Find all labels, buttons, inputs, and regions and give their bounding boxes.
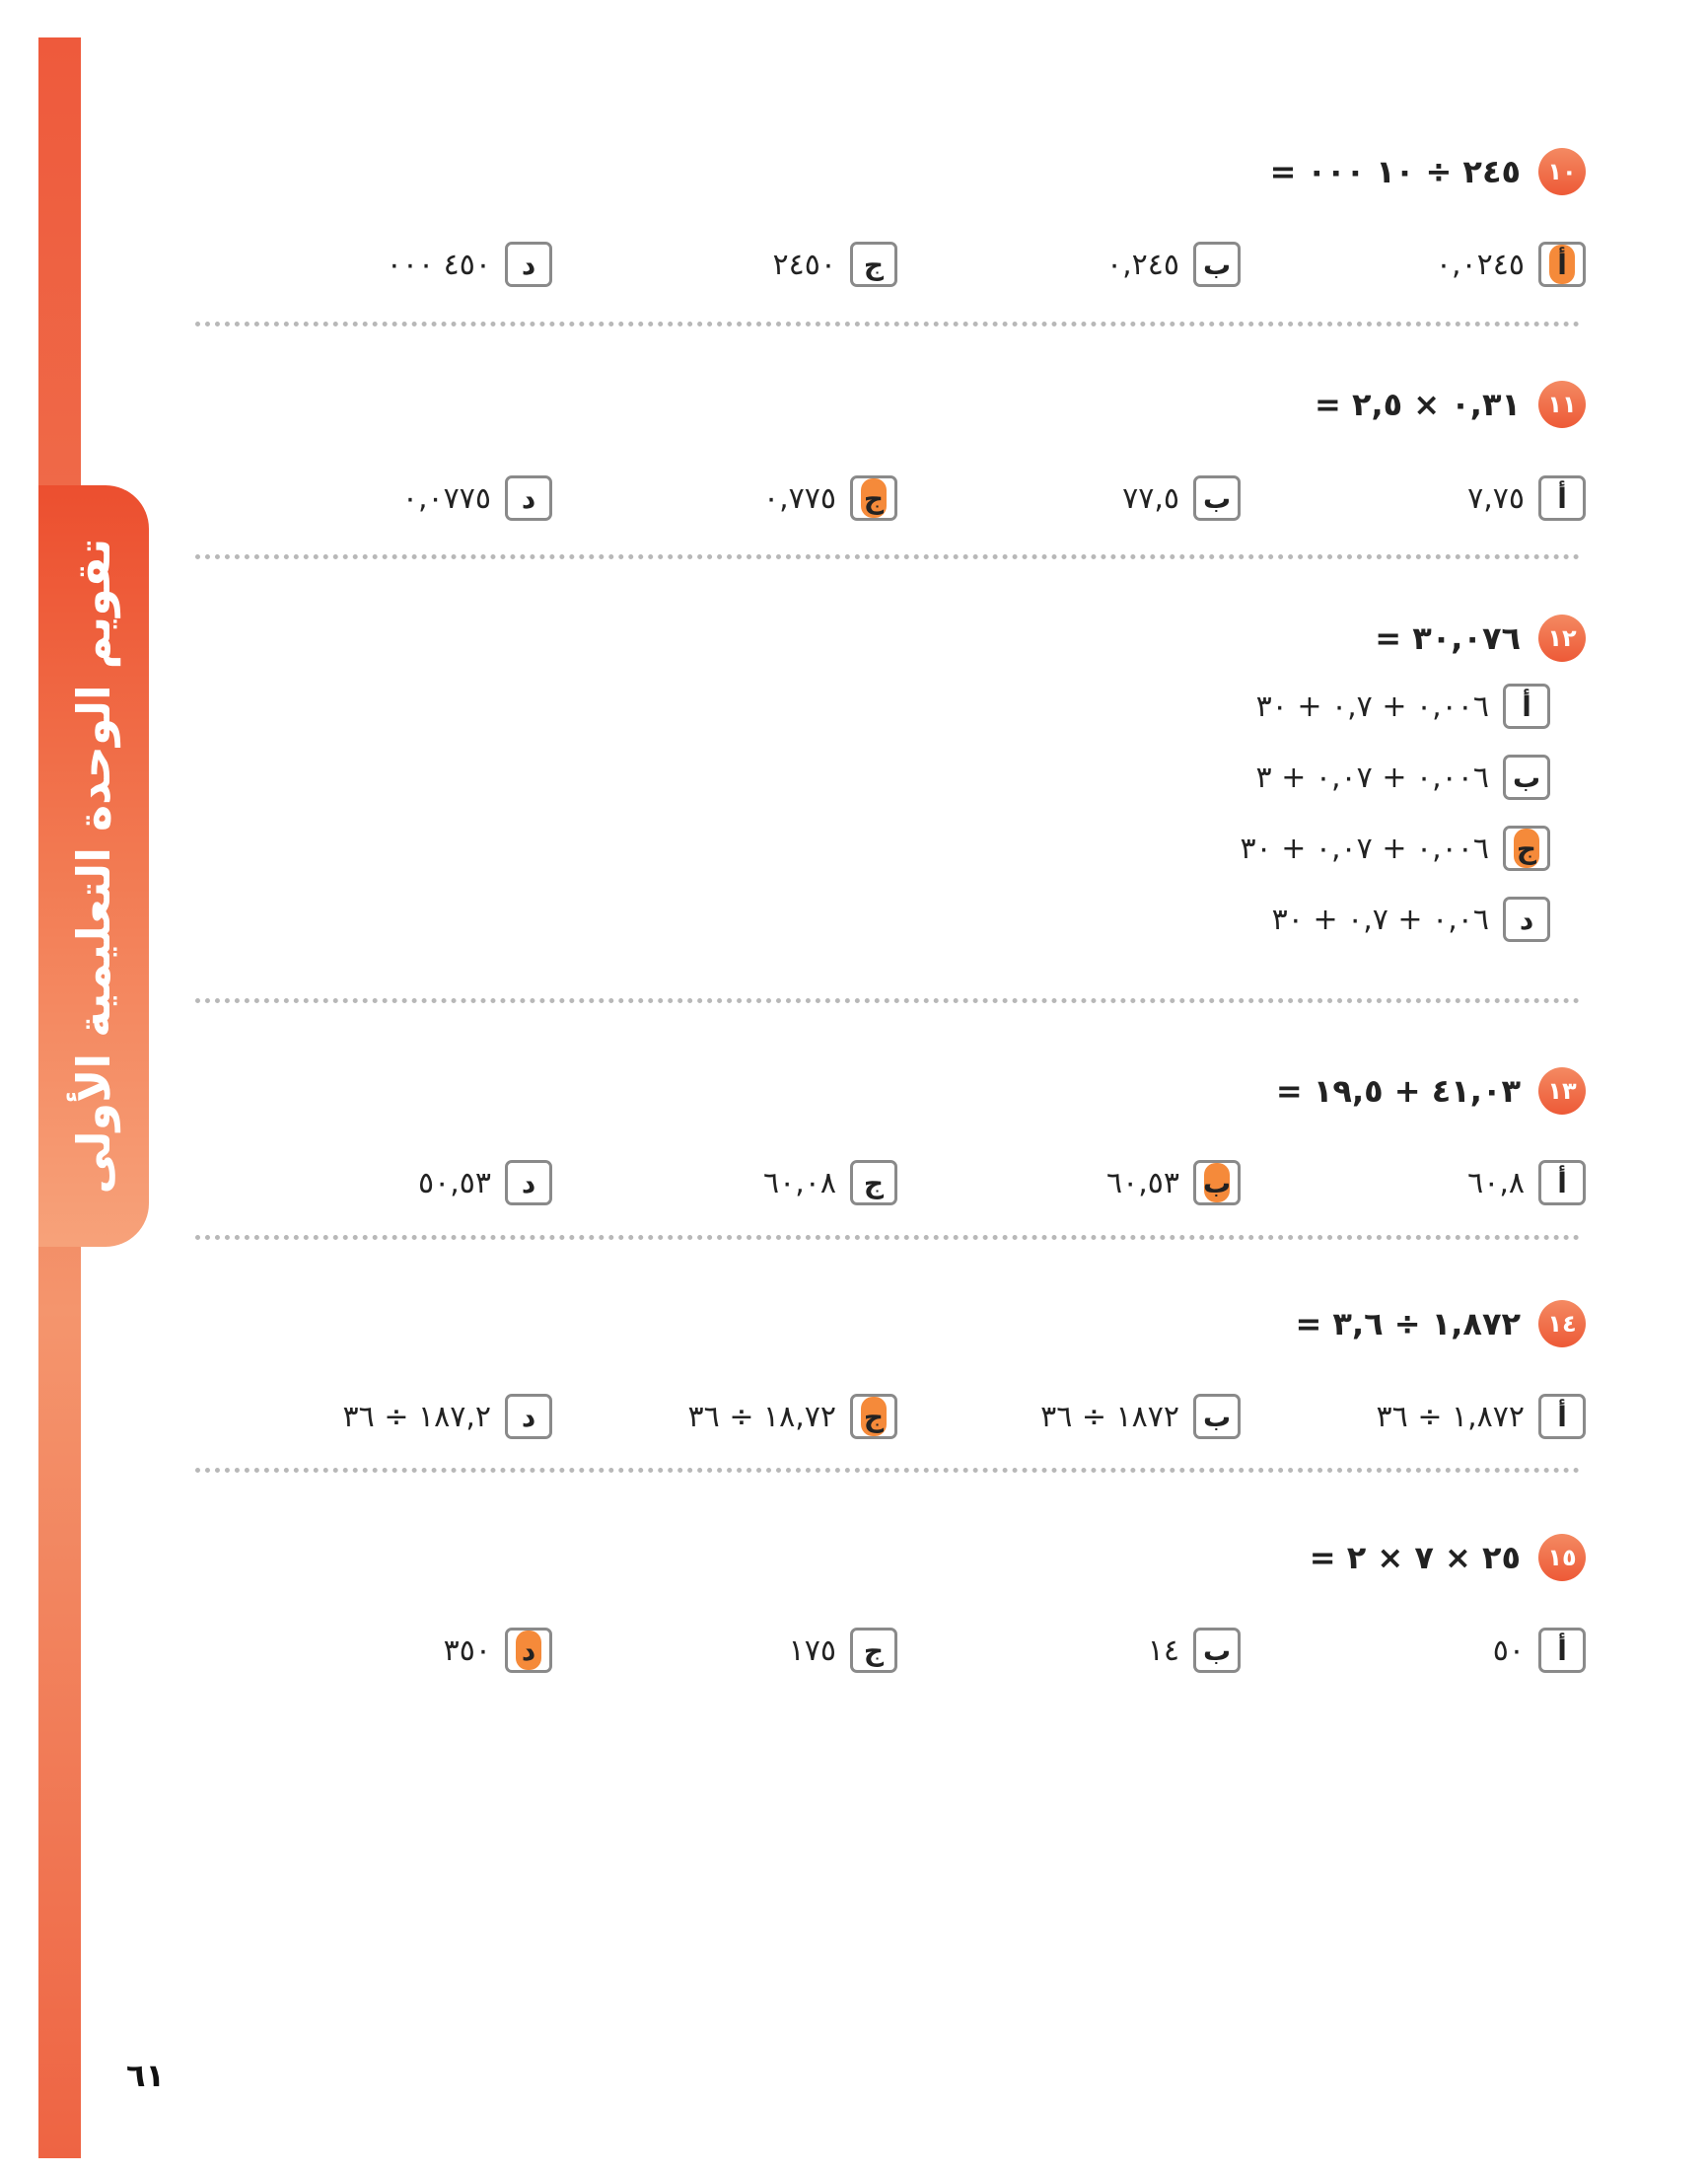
option-1[interactable] bbox=[1256, 684, 1550, 729]
question-expression: ٣٠,٠٧٦ = bbox=[1375, 619, 1521, 657]
unit-title: تقويم الوحدة التعليمية الأولى bbox=[67, 538, 120, 1195]
option-3[interactable] bbox=[763, 475, 897, 521]
question-number-badge: ١٣ bbox=[1538, 1067, 1586, 1115]
option-2[interactable] bbox=[1148, 1628, 1241, 1673]
option-value: ١,٨٧٢ ÷ ٣٦ bbox=[1376, 1399, 1525, 1434]
question-expression: ٢٤٥ ÷ ١٠ ٠٠٠ = bbox=[1269, 153, 1521, 190]
option-letter-box[interactable] bbox=[1503, 826, 1550, 871]
option-value: ٠,٢٤٥ bbox=[1106, 247, 1179, 282]
option-letter-box[interactable] bbox=[850, 242, 897, 287]
dotted-divider bbox=[195, 1235, 1580, 1240]
option-value: ١٨٧٢ ÷ ٣٦ bbox=[1040, 1399, 1179, 1434]
option-value: ٥٠,٥٣ bbox=[418, 1165, 491, 1200]
option-letter: ب bbox=[1202, 1633, 1232, 1667]
option-value: ٠,٠٠٦ + ٠,٠٧ + ٣٠ bbox=[1240, 831, 1489, 866]
option-value: ٧٧,٥ bbox=[1122, 480, 1179, 516]
option-letter-box[interactable] bbox=[1538, 242, 1586, 287]
option-letter-box[interactable] bbox=[505, 1628, 552, 1673]
dotted-divider bbox=[195, 554, 1580, 559]
option-value: ٤٥٠ ٠٠٠ bbox=[386, 247, 491, 282]
option-letter: د bbox=[521, 481, 536, 515]
option-4[interactable] bbox=[387, 242, 552, 287]
dotted-divider bbox=[195, 998, 1580, 1003]
question-header bbox=[1276, 1067, 1586, 1115]
option-letter: د bbox=[521, 1166, 536, 1199]
option-2[interactable] bbox=[1040, 1394, 1241, 1439]
option-letter-box[interactable] bbox=[1193, 1628, 1241, 1673]
option-letter: ب bbox=[1202, 248, 1232, 281]
question-number-badge: ١٢ bbox=[1538, 615, 1586, 662]
option-3[interactable] bbox=[789, 1628, 897, 1673]
option-letter-box[interactable] bbox=[1538, 1628, 1586, 1673]
option-value: ١٧٥ bbox=[788, 1632, 836, 1668]
option-value: ٢٤٥٠ bbox=[772, 247, 836, 282]
option-letter: أ bbox=[1557, 1633, 1567, 1667]
option-letter: د bbox=[521, 1633, 536, 1667]
option-letter-box[interactable] bbox=[850, 1394, 897, 1439]
option-letter-box[interactable] bbox=[505, 1160, 552, 1205]
question-expression: ٢٥ × ٧ × ٢ = bbox=[1309, 1539, 1521, 1576]
option-3[interactable] bbox=[773, 242, 897, 287]
option-1[interactable] bbox=[1467, 1160, 1586, 1205]
option-letter-box[interactable] bbox=[850, 1160, 897, 1205]
question-expression: ٤١,٠٣ + ١٩,٥ = bbox=[1275, 1072, 1521, 1110]
option-1[interactable] bbox=[1377, 1394, 1586, 1439]
option-letter-box[interactable] bbox=[1503, 684, 1550, 729]
option-letter: أ bbox=[1522, 689, 1531, 723]
question-expression: ٠,٣١ × ٢,٥ = bbox=[1314, 386, 1521, 423]
option-value: ١٨,٧٢ ÷ ٣٦ bbox=[687, 1399, 836, 1434]
option-2[interactable] bbox=[1106, 242, 1241, 287]
option-letter-box[interactable] bbox=[1193, 475, 1241, 521]
option-letter: ج bbox=[1516, 832, 1537, 865]
option-letter-box[interactable] bbox=[1503, 755, 1550, 800]
option-letter-box[interactable] bbox=[1503, 897, 1550, 942]
question-header bbox=[1270, 148, 1586, 195]
option-value: ٠,٠٠٦ + ٠,٠٧ + ٣ bbox=[1255, 760, 1489, 795]
question-number-badge: ١٥ bbox=[1538, 1534, 1586, 1581]
option-value: ٦٠,٥٣ bbox=[1106, 1165, 1179, 1200]
option-value: ١٤ bbox=[1147, 1632, 1179, 1668]
option-letter: أ bbox=[1557, 1166, 1567, 1199]
option-2[interactable] bbox=[1256, 755, 1550, 800]
option-letter-box[interactable] bbox=[850, 475, 897, 521]
option-value: ٠,٠٠٦ + ٠,٧ + ٣٠ bbox=[1255, 689, 1489, 724]
option-1[interactable] bbox=[1467, 475, 1586, 521]
option-4[interactable] bbox=[402, 475, 552, 521]
option-letter: د bbox=[521, 1400, 536, 1433]
option-letter-box[interactable] bbox=[1193, 242, 1241, 287]
option-letter: ب bbox=[1202, 1166, 1232, 1199]
option-1[interactable] bbox=[1436, 242, 1586, 287]
option-3[interactable] bbox=[688, 1394, 897, 1439]
option-value: ٠,٠٧٧٥ bbox=[401, 480, 491, 516]
option-letter-box[interactable] bbox=[850, 1628, 897, 1673]
option-letter-box[interactable] bbox=[1538, 1160, 1586, 1205]
option-value: ٦٠,٨ bbox=[1467, 1165, 1525, 1200]
option-letter: ج bbox=[863, 481, 885, 515]
option-letter: ب bbox=[1202, 481, 1232, 515]
option-value: ٠,٧٧٥ bbox=[763, 480, 836, 516]
option-2[interactable] bbox=[1122, 475, 1241, 521]
option-letter-box[interactable] bbox=[1538, 475, 1586, 521]
option-value: ٦٠,٠٨ bbox=[763, 1165, 836, 1200]
option-value: ٣٥٠ bbox=[443, 1632, 491, 1668]
option-value: ٠,٠٦ + ٠,٧ + ٣٠ bbox=[1271, 902, 1489, 937]
option-3[interactable] bbox=[1240, 826, 1550, 871]
option-letter-box[interactable] bbox=[505, 475, 552, 521]
option-3[interactable] bbox=[763, 1160, 897, 1205]
option-value: ٥٠ bbox=[1492, 1632, 1525, 1668]
question-number-badge: ١٤ bbox=[1538, 1300, 1586, 1347]
option-letter: أ bbox=[1557, 481, 1567, 515]
option-value: ٠,٠٢٤٥ bbox=[1435, 247, 1525, 282]
question-expression: ١,٨٧٢ ÷ ٣,٦ = bbox=[1295, 1305, 1521, 1342]
option-4[interactable] bbox=[444, 1628, 552, 1673]
option-letter: ج bbox=[863, 1633, 885, 1667]
option-4[interactable] bbox=[343, 1394, 552, 1439]
question-header bbox=[1315, 381, 1586, 428]
option-letter: د bbox=[521, 248, 536, 281]
option-value: ١٨٧,٢ ÷ ٣٦ bbox=[342, 1399, 491, 1434]
option-letter: ج bbox=[863, 1400, 885, 1433]
option-letter: ج bbox=[863, 248, 885, 281]
dotted-divider bbox=[195, 322, 1580, 326]
option-letter: أ bbox=[1557, 1400, 1567, 1433]
option-letter: ب bbox=[1512, 761, 1541, 794]
option-4[interactable] bbox=[1272, 897, 1550, 942]
dotted-divider bbox=[195, 1468, 1580, 1473]
option-2[interactable] bbox=[1106, 1160, 1241, 1205]
question-header bbox=[1375, 615, 1586, 662]
question-header bbox=[1310, 1534, 1586, 1581]
option-4[interactable] bbox=[418, 1160, 552, 1205]
question-number-badge: ١٠ bbox=[1538, 148, 1586, 195]
option-letter-box[interactable] bbox=[505, 242, 552, 287]
option-1[interactable] bbox=[1493, 1628, 1586, 1673]
option-letter-box[interactable] bbox=[1193, 1394, 1241, 1439]
question-number-badge: ١١ bbox=[1538, 381, 1586, 428]
page-number: ٦١ bbox=[126, 2057, 166, 2094]
option-letter: ب bbox=[1202, 1400, 1232, 1433]
option-letter: ج bbox=[863, 1166, 885, 1199]
question-header bbox=[1295, 1300, 1586, 1347]
option-letter: د bbox=[1519, 903, 1534, 936]
option-letter-box[interactable] bbox=[1538, 1394, 1586, 1439]
option-value: ٧,٧٥ bbox=[1467, 480, 1525, 516]
option-letter-box[interactable] bbox=[1193, 1160, 1241, 1205]
option-letter-box[interactable] bbox=[505, 1394, 552, 1439]
option-letter: أ bbox=[1557, 248, 1567, 281]
